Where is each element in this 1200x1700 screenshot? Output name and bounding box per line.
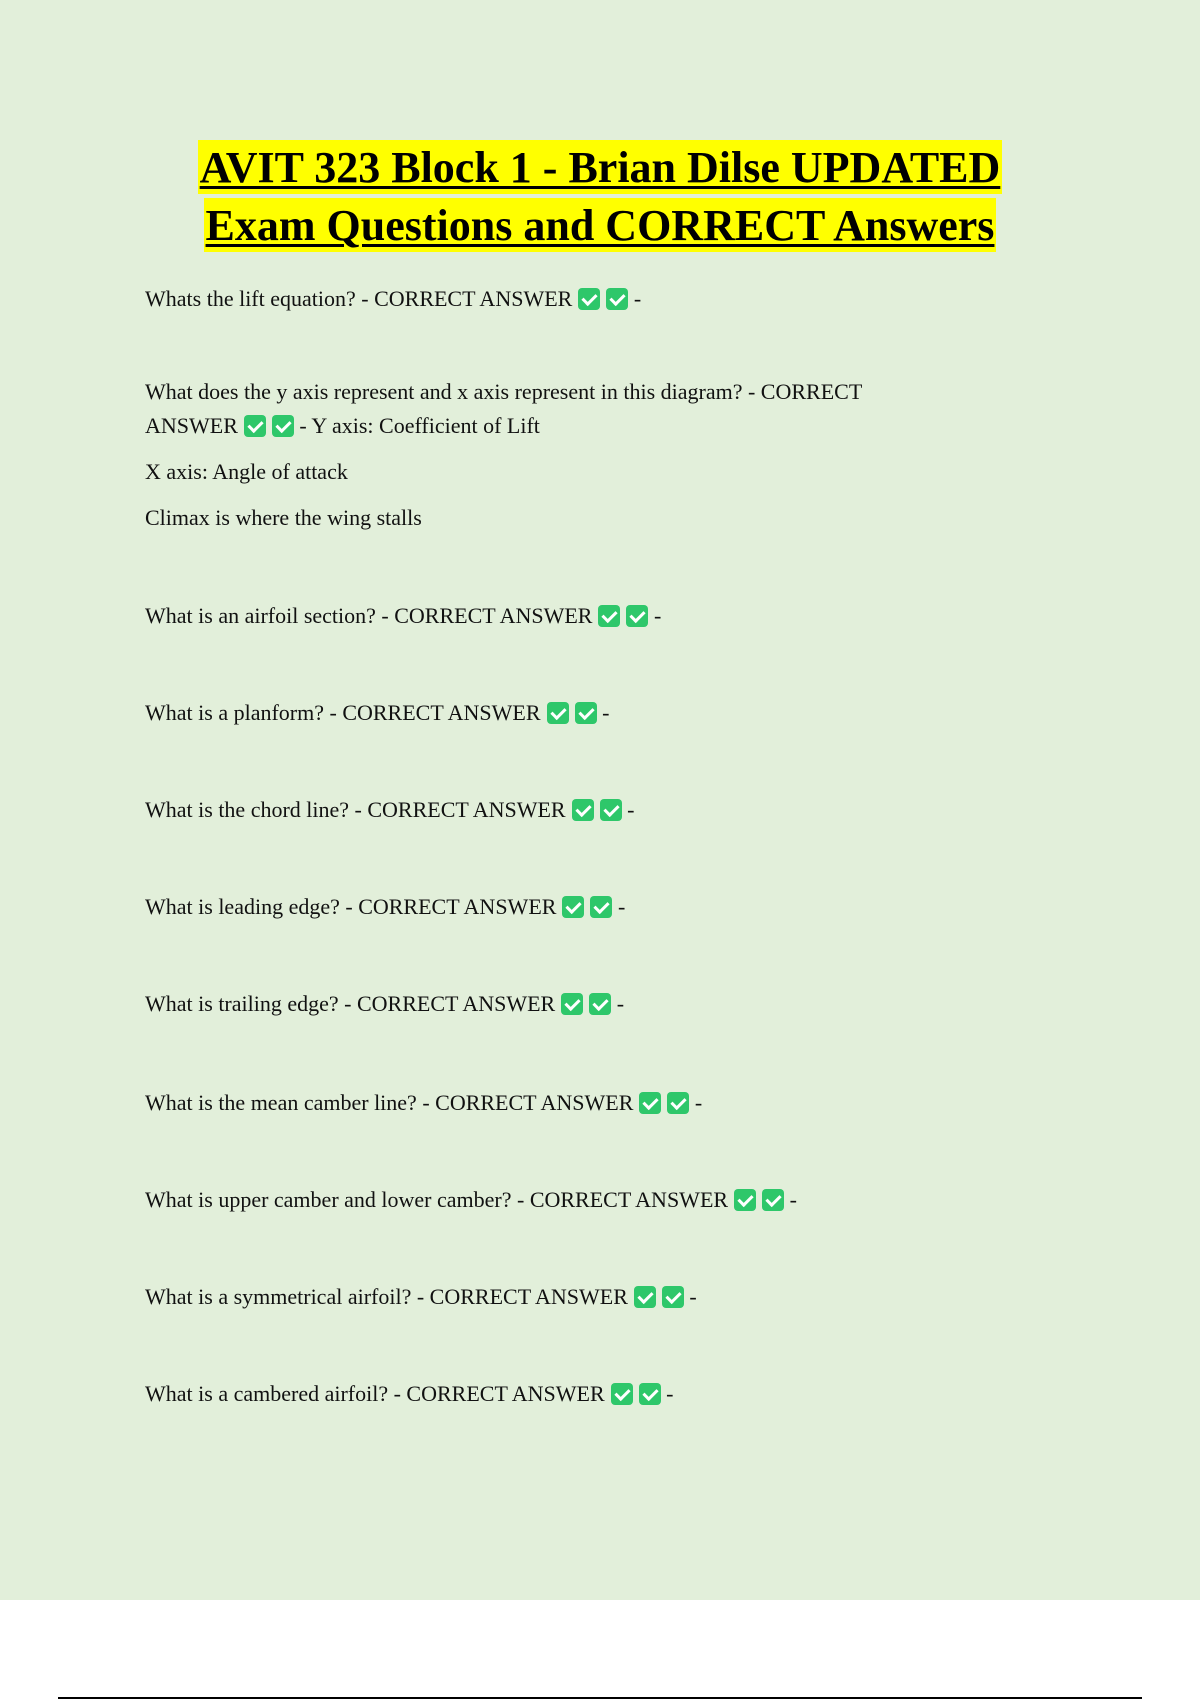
qa-item-8 [145,1086,1065,1120]
question-text: What is leading edge? - CORRECT ANSWER [145,894,557,919]
answer-text: - [616,991,625,1016]
check-icon [561,993,583,1015]
footer-rule [58,1697,1142,1699]
question-text: What does the y axis represent and x axis represent in this diagram? - CORRECT [145,379,863,404]
check-icon [626,605,648,627]
title-line-1: AVIT 323 Block 1 - Brian Dilse UPDATED [198,140,1003,194]
check-icon [762,1189,784,1211]
answer-text: - [789,1187,797,1212]
check-icon [606,288,628,310]
qa-item-2 [145,375,1065,535]
check-icon [575,702,597,724]
title-line-2: Exam Questions and CORRECT Answers [204,198,997,252]
check-icon [734,1189,756,1211]
answer-line: Climax is where the wing stalls [145,505,422,530]
question-text: What is upper camber and lower camber? - CORRECT ANSWER [145,1187,729,1212]
answer-text: - [602,700,610,725]
check-icon [244,415,266,437]
answer-text: - [666,1381,674,1406]
check-icon [611,1383,633,1405]
document-title [0,140,1200,256]
answer-text: - [689,1284,697,1309]
question-text: What is the mean camber line? - CORRECT ANSWER [145,1090,634,1115]
answer-text: - Y axis: Coefficient of Lift [299,413,540,438]
question-text: What is the chord line? - CORRECT ANSWER [145,797,566,822]
question-text: What is a symmetrical airfoil? - CORRECT ANSWER [145,1284,628,1309]
qa-item-10 [145,1280,1065,1314]
qa-item-11 [145,1377,1065,1411]
check-icon [572,799,594,821]
check-icon [272,415,294,437]
qa-item-4 [145,696,1065,730]
check-icon [578,288,600,310]
answer-text: - [653,603,662,628]
answer-text: - [627,797,635,822]
question-text-cont: ANSWER [145,413,238,438]
check-icon [562,896,584,918]
qa-item-3 [145,599,1065,633]
question-text: What is an airfoil section? - CORRECT ANSWER [145,603,593,628]
question-text: What is trailing edge? - CORRECT ANSWER [145,991,556,1016]
check-icon [590,896,612,918]
qa-item-6 [145,890,1065,924]
qa-item-7 [145,987,1065,1021]
question-text: What is a planform? - CORRECT ANSWER [145,700,541,725]
check-icon [634,1286,656,1308]
check-icon [547,702,569,724]
question-text: What is a cambered airfoil? - CORRECT ANSWER [145,1381,605,1406]
check-icon [667,1092,689,1114]
answer-text: - [633,286,642,311]
check-icon [598,605,620,627]
answer-text: - [694,1090,703,1115]
qa-item-1 [145,282,1065,316]
check-icon [662,1286,684,1308]
check-icon [600,799,622,821]
answer-text: - [617,894,626,919]
check-icon [639,1092,661,1114]
check-icon [589,993,611,1015]
question-text: Whats the lift equation? - CORRECT ANSWER [145,286,573,311]
check-icon [639,1383,661,1405]
qa-item-5 [145,793,1065,827]
qa-item-9 [145,1183,1065,1217]
answer-line: X axis: Angle of attack [145,459,348,484]
